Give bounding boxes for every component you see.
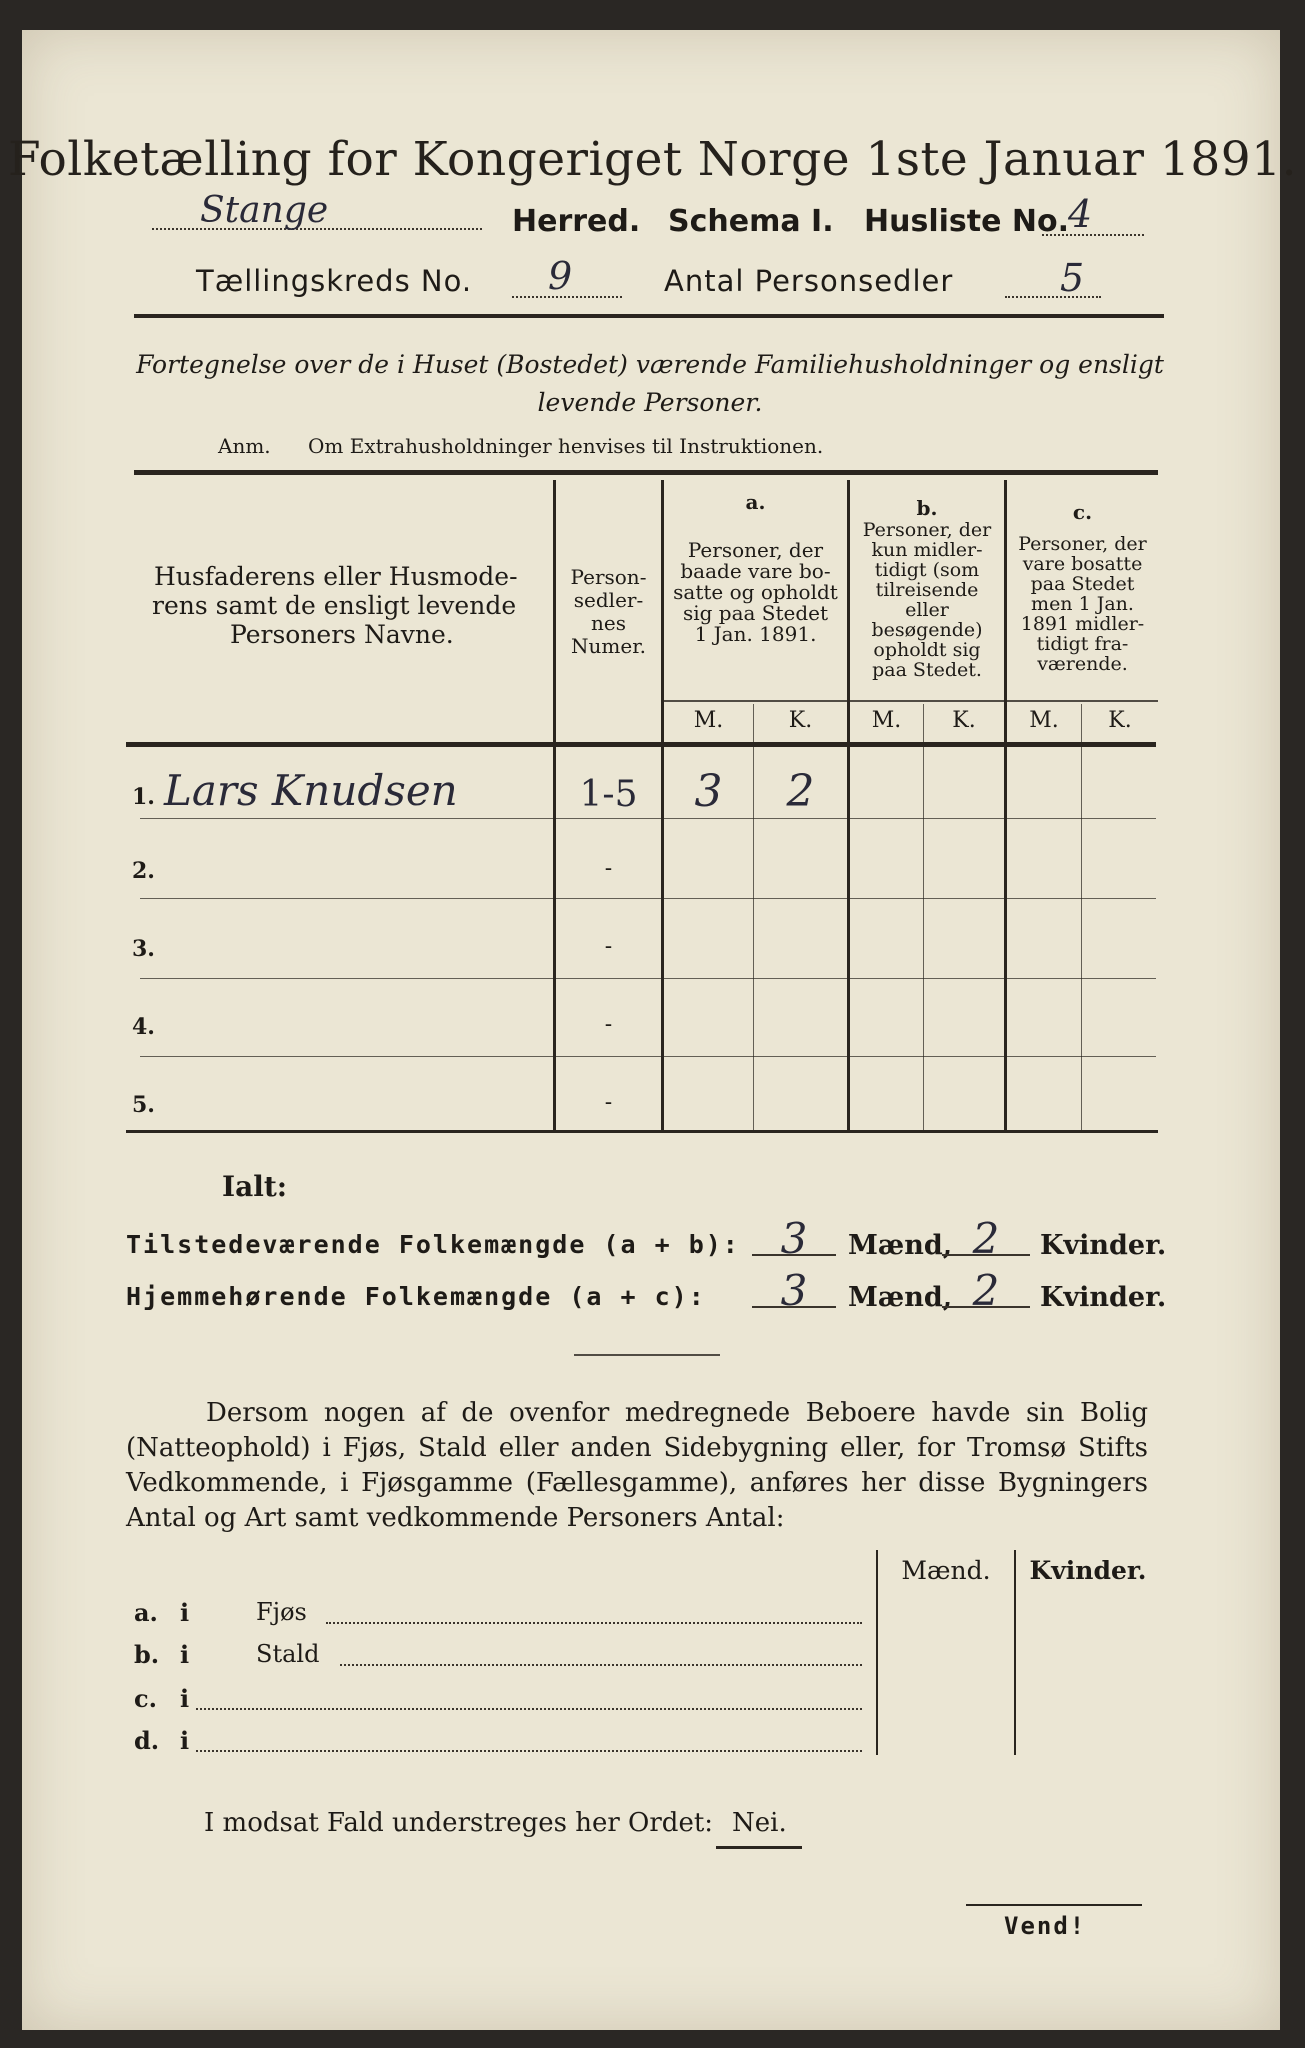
row-4-number: 4. [132,1014,155,1040]
buildings-vline-1 [876,1550,878,1755]
col-b-header [850,520,1004,680]
col-b-letter: b. [916,496,938,520]
schema-label: Schema I. [668,204,834,239]
row-4-sedler-numer[interactable]: - [604,1012,613,1037]
col-name-line-1: Husfaderens eller Husmode- [154,562,518,591]
hjemme-label: Hjemmehørende Folkemængde (a + c): [126,1282,706,1311]
kreds-label: Tællingskreds No. [196,264,473,298]
tilstede-maend-value[interactable]: 3 [780,1214,808,1263]
husliste-value[interactable]: 4 [1068,192,1093,236]
note-text: Om Extrahusholdninger henvises til Instruktionen. [308,434,824,458]
row-1-a-m[interactable]: 3 [694,766,723,817]
col-a-header [664,540,847,645]
col-c-line-2: vare bosatte [1022,553,1143,575]
ialt-label: Ialt: [222,1170,288,1203]
vline-b-mk [923,704,924,1132]
row-2-number: 2. [132,858,155,884]
vend-label: Vend! [1004,1912,1087,1940]
buildings-kvinder-header: Kvinder. [1029,1556,1147,1585]
row-1-a-k[interactable]: 2 [786,766,815,817]
col-c-line-3: paa Stedet [1030,573,1135,595]
hjemme-kvinder-label: Kvinder. [1040,1282,1167,1313]
husliste-label: Husliste No. [864,204,1069,239]
building-a-leader[interactable] [326,1600,862,1624]
tilstede-label: Tilstedeværende Folkemængde (a + b): [126,1230,740,1259]
b-m-header: M. [871,708,902,733]
col-c-letter: c. [1072,500,1093,524]
tilstede-kvinder-value[interactable]: 2 [972,1214,1000,1263]
vline-c-mk [1081,704,1082,1132]
building-c-prefix: i [180,1684,190,1713]
nei-instruction: I modsat Fald understreges her Ordet: [204,1808,714,1838]
col-b-line-1: Personer, der [862,519,992,541]
table-top-rule [134,470,1158,475]
buildings-maend-header: Mænd. [901,1556,991,1585]
note-abbr: Anm. [218,434,271,458]
row-3-number: 3. [132,936,155,962]
intro-line-2: levende Personer. [537,388,763,417]
vend-rule [966,1904,1142,1906]
col-num-line-3: nes [591,611,626,635]
antal-label: Antal Personsedler [664,264,954,298]
col-c-line-1: Personer, der [1018,533,1147,555]
antal-field-line [1005,274,1101,298]
header-rule [134,314,1164,318]
col-c-header [1007,534,1158,674]
col-c-line-4: men 1 Jan. [1031,593,1134,615]
row-3-sedler-numer[interactable]: - [604,934,613,959]
building-a-letter: a. [134,1598,158,1627]
col-a-line-5: 1 Jan. 1891. [694,622,817,646]
c-k-header: K. [1108,708,1132,733]
row-line-3 [140,978,1156,979]
col-name-line-3: Personers Navne. [230,620,454,649]
row-1-number: 1. [132,784,155,810]
col-num-line-1: Person- [570,565,647,589]
col-num-line-2: sedler- [573,588,644,612]
col-c-line-6: tidigt fra- [1036,633,1129,655]
row-1-name[interactable]: Lars Knudsen [164,766,458,815]
col-a-line-4: sig paa Stedet [682,601,829,625]
row-2-sedler-numer[interactable]: - [604,856,613,881]
c-m-header: M. [1029,708,1059,733]
tilstede-maend-label: Mænd, [848,1230,953,1261]
mk-subheader-rule [664,700,1158,702]
building-b-leader[interactable] [340,1642,862,1666]
herred-label: Herred. [512,204,641,239]
hjemme-kvinder-value[interactable]: 2 [972,1266,1000,1315]
building-b-letter: b. [134,1640,160,1669]
a-m-header: M. [693,708,724,733]
building-b-name: Stald [256,1640,320,1668]
col-b-line-3: tidigt (som [874,559,980,581]
col-b-line-5: eller [905,599,949,621]
b-k-header: K. [952,708,976,733]
building-d-prefix: i [180,1726,190,1755]
building-c-letter: c. [134,1684,157,1713]
building-b-prefix: i [180,1640,190,1669]
tilstede-kvinder-label: Kvinder. [1040,1230,1167,1261]
col-a-letter: a. [745,490,766,514]
col-b-line-2: kun midler- [871,539,983,561]
col-a-line-1: Personer, der [687,538,824,562]
hjemme-maend-value[interactable]: 3 [780,1266,808,1315]
col-a-line-2: baade vare bo- [680,559,831,583]
col-num-line-4: Numer. [571,634,646,658]
a-k-header: K. [788,708,813,733]
intro-line-1: Fortegnelse over de i Huset (Bostedet) værende Familiehusholdninger og ensligt [136,350,1164,379]
buildings-vline-2 [1014,1550,1016,1755]
herred-value[interactable]: Stange [200,190,329,231]
antal-value[interactable]: 5 [1060,256,1085,300]
col-b-line-7: opholdt sig [873,639,981,661]
building-a-prefix: i [180,1598,190,1627]
building-d-leader[interactable] [196,1728,862,1752]
col-b-line-6: besøgende) [871,619,983,641]
table-header-rule [126,742,1156,747]
husliste-field-line [1042,212,1144,236]
col-b-line-4: tilreisende [875,579,979,601]
nei-word[interactable]: Nei. [732,1808,787,1838]
building-c-leader[interactable] [196,1686,862,1710]
row-line-1 [140,818,1156,819]
row-1-sedler-numer[interactable]: 1-5 [579,774,638,815]
col-num-header [556,566,661,658]
building-d-letter: d. [134,1726,160,1755]
nei-underline [716,1846,802,1849]
row-line-2 [140,898,1156,899]
col-a-line-3: satte og opholdt [673,580,838,604]
row-5-number: 5. [132,1092,155,1118]
hjemme-maend-label: Mænd, [848,1282,953,1313]
buildings-paragraph: Dersom nogen af de ovenfor medregnede Beboere havde sin Bolig (Natteophold) i Fjøs, Stald eller anden Sidebygning eller, for Tromsø Stifts Vedkommende, i Fjøsgamme (Fællesgamme), anføres her disse Bygningers Antal og Art samt vedkommende Personers Antal: [126,1398,1148,1533]
row-5-sedler-numer[interactable]: - [604,1090,613,1115]
building-a-name: Fjøs [256,1598,307,1626]
separator-rule [574,1354,720,1356]
col-name-line-2: rens samt de ensligt levende [152,591,517,620]
col-c-line-5: 1891 midler- [1020,613,1145,635]
form-title: Folketælling for Kongeriget Norge 1ste Januar 1891. [7,132,1298,187]
col-c-line-7: værende. [1037,653,1128,675]
kreds-value[interactable]: 9 [548,254,573,298]
col-name-header [140,562,540,649]
col-b-line-8: paa Stedet. [872,659,982,681]
row-line-4 [140,1056,1156,1057]
